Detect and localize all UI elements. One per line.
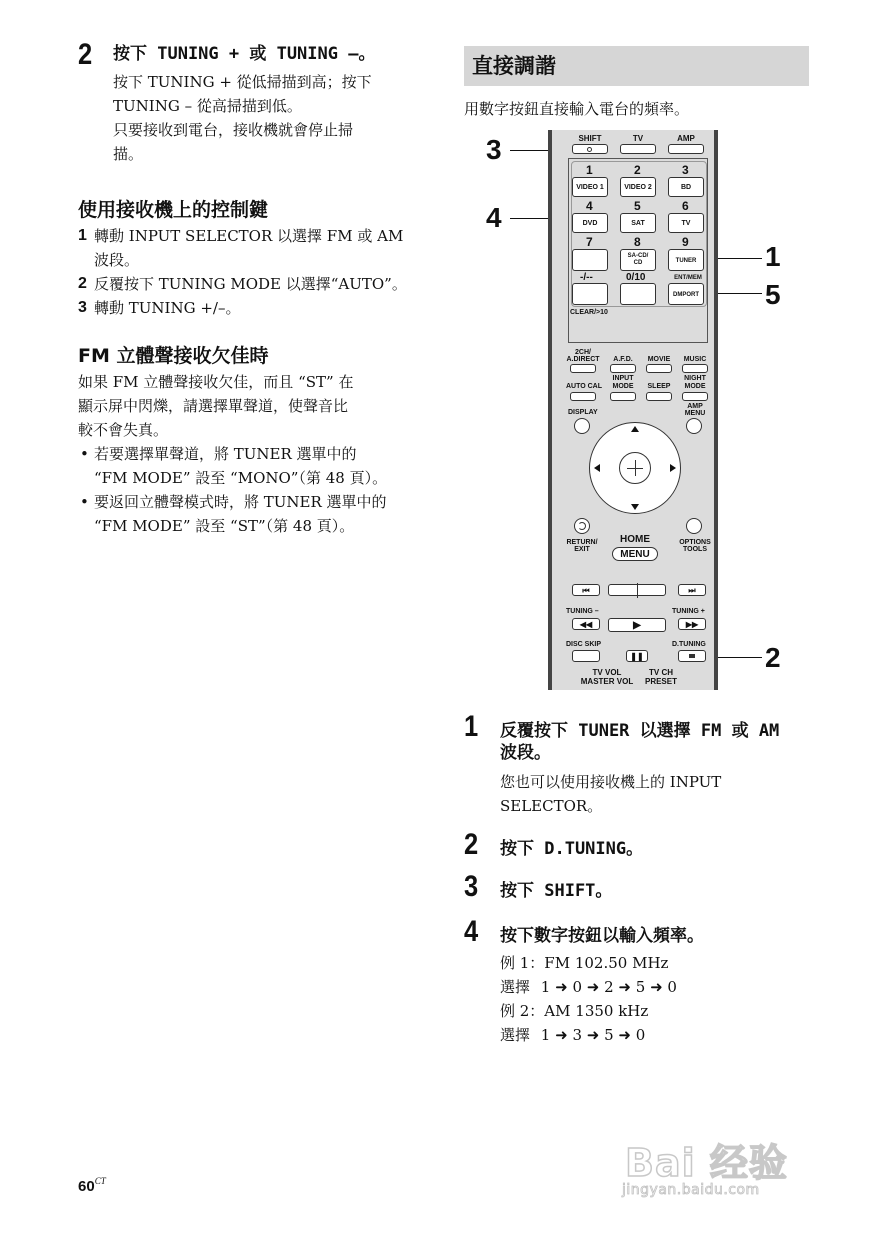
step-title: 按下 TUNING + 或 TUNING –。 [113, 44, 376, 64]
step-title: 波段。 [500, 743, 551, 763]
list-text: 轉動 INPUT SELECTOR 以選擇 FM 或 AM [94, 227, 404, 245]
sat-button[interactable]: SAT [620, 213, 656, 233]
example-label: 例 2：AM 1350 kHz [500, 1002, 649, 1020]
digit-4: 4 [586, 199, 593, 213]
watermark-logo: Bai 经验 [625, 1141, 788, 1185]
label-dtuning: D.TUNING [672, 641, 706, 648]
digit-2: 2 [634, 163, 641, 177]
dpad-center-button[interactable] [619, 452, 651, 484]
label-afd: A.F.D. [613, 356, 633, 363]
next-track-button[interactable]: ⏭ [678, 584, 706, 596]
step-number: 1 [464, 710, 479, 743]
label-options: OPTIONS [679, 539, 711, 546]
amp-menu-button[interactable] [686, 418, 702, 434]
return-button[interactable] [574, 518, 590, 534]
list-number: 2 [78, 275, 87, 292]
label-home: HOME [620, 534, 650, 545]
left-arrow-icon [594, 464, 600, 472]
right-arrow-icon [670, 464, 676, 472]
step-body-line: 只要接收到電台，接收機就會停止掃 [113, 121, 354, 139]
list-text: 波段。 [94, 251, 140, 269]
bullet-text: “FM MODE” 設至 “MONO”（第 48 頁）。 [94, 469, 388, 487]
list-text: 轉動 TUNING +/–。 [94, 299, 241, 317]
example-sequence: 選擇 1 ➜ 3 ➜ 5 ➜ 0 [500, 1026, 646, 1044]
digit-7: 7 [586, 235, 593, 249]
label-clear: CLEAR/>10 [570, 309, 608, 316]
tuner-button[interactable]: TUNER [668, 249, 704, 271]
section-controls [78, 198, 428, 320]
label-display: DISPLAY [568, 409, 598, 416]
tuning-minus-button[interactable]: ◀◀ [572, 618, 600, 630]
bd-button[interactable]: BD [668, 177, 704, 197]
menu-button[interactable]: MENU [612, 547, 658, 561]
video1-button[interactable]: VIDEO 1 [572, 177, 608, 197]
display-button[interactable] [574, 418, 590, 434]
music-button[interactable] [682, 364, 708, 373]
sleep-button[interactable] [646, 392, 672, 401]
body-line: 顯示屏中閃爍，請選擇單聲道，使聲音比 [78, 397, 349, 415]
label-2ch: 2CH/ [575, 349, 591, 356]
step-number: 4 [464, 915, 479, 948]
label-night: NIGHT [684, 375, 706, 382]
callout-3: 3 [486, 134, 502, 165]
bullet-text: • 若要選擇單聲道，將 TUNER 選單中的 [94, 445, 357, 463]
up-arrow-icon [631, 426, 639, 432]
label-sleep: SLEEP [647, 383, 671, 390]
sacd-button[interactable] [620, 249, 656, 271]
digit-3: 3 [682, 163, 689, 177]
discskip-button[interactable] [572, 650, 600, 662]
bullet-list [78, 442, 428, 538]
list-item [78, 296, 428, 320]
sacd-label: SA-CD/ [627, 253, 649, 259]
step-2-left [78, 40, 428, 170]
label-inputmode: MODE [612, 383, 634, 390]
digit-0: 0/10 [626, 272, 646, 283]
digit-9: 9 [682, 235, 689, 249]
play-button[interactable]: ▶ [608, 618, 666, 632]
digit-dash: -/-- [580, 272, 593, 283]
button-7[interactable] [572, 249, 608, 271]
dmport-button[interactable]: DMPORT [668, 283, 704, 305]
tv-input-button[interactable]: TV [668, 213, 704, 233]
amp-button[interactable] [668, 144, 704, 154]
shift-button[interactable] [572, 144, 608, 154]
label-tvch: TV CH [649, 668, 673, 677]
bullet-item [78, 490, 428, 538]
dtuning-button[interactable] [678, 650, 706, 662]
label-preset: PRESET [644, 677, 677, 686]
bullet-item [78, 442, 428, 490]
step-title: 按下數字按鈕以輸入頻率。 [500, 926, 704, 946]
body-line: 如果 FM 立體聲接收欠佳，而且 “ST” 在 [78, 373, 354, 391]
prev-track-button[interactable]: ⏮ [572, 584, 600, 596]
label-amp-menu: AMP [687, 403, 703, 410]
step-title: 反覆按下 TUNER 以選擇 FM 或 AM [500, 721, 780, 741]
label-amp-menu: MENU [684, 410, 706, 417]
label-mastervol: MASTER VOL [580, 677, 634, 686]
section-title: FM 立體聲接收欠佳時 [78, 345, 269, 367]
label-movie: MOVIE [647, 356, 671, 363]
section-fm-stereo [78, 344, 428, 538]
step-title: 按下 D.TUNING。 [500, 839, 644, 859]
dash-button[interactable] [572, 283, 608, 305]
example-label: 例 1：FM 102.50 MHz [500, 954, 669, 972]
inputmode-button[interactable] [610, 392, 636, 401]
step-body-line: 您也可以使用接收機上的 INPUT [500, 773, 722, 791]
replay-advance-button[interactable] [608, 584, 666, 596]
bullet-text: “FM MODE” 設至 “ST”（第 48 頁）。 [94, 517, 355, 535]
label-amp: AMP [677, 134, 695, 143]
afd-button[interactable] [610, 364, 636, 373]
button-0[interactable] [620, 283, 656, 305]
dvd-button[interactable]: DVD [572, 213, 608, 233]
example-sequence: 選擇 1 ➜ 0 ➜ 2 ➜ 5 ➜ 0 [500, 978, 677, 996]
label-tv: TV [632, 134, 644, 143]
tv-button[interactable] [620, 144, 656, 154]
watermark-url: jingyan.baidu.com [622, 1182, 760, 1198]
movie-button[interactable] [646, 364, 672, 373]
label-autocal: AUTO CAL [565, 383, 603, 390]
callout-5: 5 [765, 279, 781, 310]
remote-control [548, 130, 718, 690]
callout-1: 1 [765, 241, 781, 272]
step-title: 按下 SHIFT。 [500, 881, 613, 901]
digit-5: 5 [634, 199, 641, 213]
section-title: 使用接收機上的控制鍵 [78, 199, 269, 221]
callout-2: 2 [765, 642, 781, 673]
step-number: 2 [464, 828, 479, 861]
label-shift: SHIFT [578, 134, 602, 143]
step-body-line: 按下 TUNING + 從低掃描到高；按下 [113, 73, 372, 91]
label-tools: TOOLS [683, 546, 707, 553]
video2-button[interactable]: VIDEO 2 [620, 177, 656, 197]
digit-8: 8 [634, 235, 641, 249]
digit-6: 6 [682, 199, 689, 213]
label-nightmode: MODE [684, 383, 706, 390]
step-number: 3 [464, 870, 479, 903]
label-tuning-minus: TUNING – [566, 608, 599, 615]
list-item [78, 224, 428, 272]
digit-1: 1 [586, 163, 593, 177]
pause-button[interactable]: ❚❚ [626, 650, 648, 662]
label-music: MUSIC [683, 356, 707, 363]
left-column [78, 38, 428, 535]
list-number: 3 [78, 299, 87, 316]
bullet-text: • 要返回立體聲模式時，將 TUNER 選單中的 [94, 493, 387, 511]
step-body-line: SELECTOR。 [500, 797, 603, 815]
list-item [78, 272, 428, 296]
label-adirect: A.DIRECT [566, 356, 600, 363]
step-number: 2 [78, 38, 93, 71]
page-number-value: 60 [78, 1178, 95, 1195]
intro-text: 用數字按鈕直接輸入電台的頻率。 [464, 100, 690, 118]
section-banner [464, 46, 809, 86]
list-text: 反覆按下 TUNING MODE 以選擇“AUTO”。 [94, 275, 407, 293]
step-body-line: TUNING – 從高掃描到低。 [113, 97, 302, 115]
body-line: 較不會失真。 [78, 421, 169, 439]
list-number: 1 [78, 227, 87, 244]
nightmode-button[interactable] [682, 392, 708, 401]
label-discskip: DISC SKIP [566, 641, 602, 648]
down-arrow-icon [631, 504, 639, 510]
options-button[interactable] [686, 518, 702, 534]
callout-4: 4 [486, 202, 502, 233]
step-body-line: 描。 [113, 145, 144, 163]
page-number [78, 1176, 106, 1195]
tuning-plus-button[interactable]: ▶▶ [678, 618, 706, 630]
label-ent: ENT/MEM [674, 275, 702, 281]
label-tuning-plus: TUNING + [672, 608, 705, 615]
label-input: INPUT [612, 375, 634, 382]
label-tvvol: TV VOL [592, 668, 622, 677]
sacd-label: CD [633, 260, 643, 266]
autocal-button[interactable] [570, 392, 596, 401]
numbered-list [78, 224, 428, 320]
page-number-sup: CT [94, 1176, 106, 1186]
banner-title: 直接調諧 [472, 54, 556, 78]
label-exit: EXIT [574, 546, 590, 553]
2ch-button[interactable] [570, 364, 596, 373]
label-return: RETURN/ [566, 539, 598, 546]
